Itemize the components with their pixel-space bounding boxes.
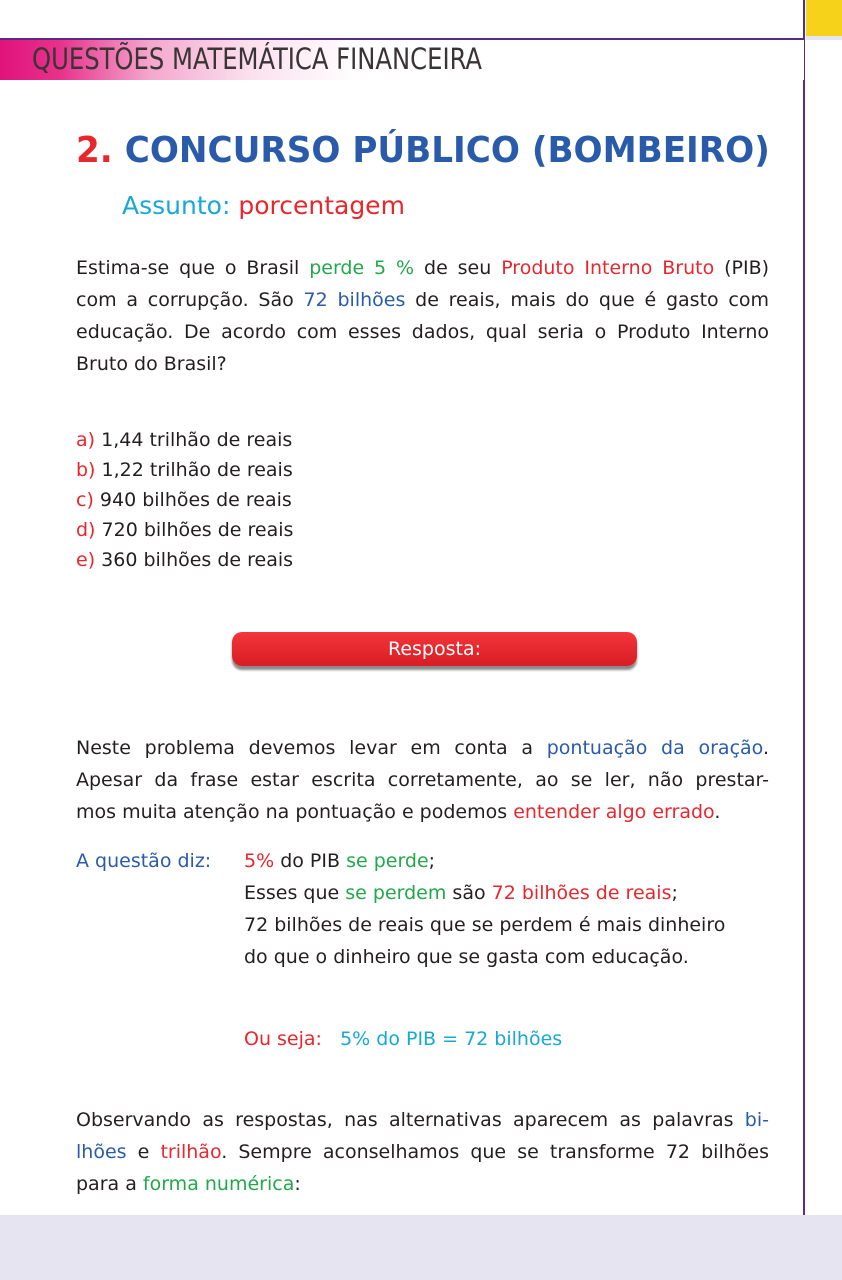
answer-options — [76, 425, 293, 575]
highlight-pontuacao: pontuação da oração — [546, 737, 763, 759]
observation-line: Observando as respostas, nas alternativas aparecem as palavras bi- — [76, 1109, 769, 1131]
statement-line: Estima-se que o Brasil perde 5 % de seu Produto Interno Bruto (PIB) — [76, 257, 770, 279]
corner-tab — [806, 0, 842, 36]
subject-label: Assunto: — [122, 191, 231, 220]
observation-line: para a forma numérica: — [76, 1173, 301, 1195]
option-a[interactable]: a) 1,44 trilhão de reais — [76, 429, 293, 451]
corner-tab-shadow — [806, 36, 842, 40]
section-title: QUESTÕES MATEMÁTICA FINANCEIRA — [32, 42, 482, 76]
answer-button[interactable]: Resposta: — [232, 632, 637, 666]
option-e[interactable]: e) 360 bilhões de reais — [76, 549, 294, 571]
statement-line: com a corrupção. São 72 bilhões de reais, mais do que é gasto com — [76, 289, 769, 311]
analysis-line: 72 bilhões de reais que se perdem é mais dinheiro — [244, 914, 726, 936]
highlight-entender-errado: entender algo errado — [513, 801, 715, 823]
question-title — [76, 130, 770, 171]
observation-line: lhões e trilhão. Sempre aconselhamos que se transforme 72 bilhões — [76, 1141, 769, 1163]
summary-line — [244, 1028, 562, 1050]
option-d[interactable]: d) 720 bilhões de reais — [76, 519, 294, 541]
option-b[interactable]: b) 1,22 trilhão de reais — [76, 459, 293, 481]
highlight-pib: Produto Interno Bruto — [501, 257, 715, 279]
footer-band — [0, 1215, 842, 1280]
observation-paragraph — [76, 1104, 769, 1200]
subject-line — [122, 191, 405, 220]
question-title-text: CONCURSO PÚBLICO (BOMBEIRO) — [124, 130, 770, 171]
explanation-paragraph — [76, 732, 769, 828]
highlight-perde: perde 5 % — [309, 257, 415, 279]
analysis-line: 5% do PIB se perde; — [244, 850, 436, 872]
analysis-line: do que o dinheiro que se gasta com educação. — [244, 946, 689, 968]
highlight-72-bilhoes: 72 bilhões — [303, 289, 406, 311]
explanation-line: Neste problema devemos levar em conta a pontuação da oração. — [76, 737, 769, 759]
option-c[interactable]: c) 940 bilhões de reais — [76, 489, 292, 511]
problem-statement — [76, 252, 769, 380]
right-margin-rule — [803, 0, 805, 1280]
statement-line: Bruto do Brasil? — [76, 353, 227, 375]
statement-line: educação. De acordo com esses dados, qual seria o Produto Interno — [76, 321, 769, 343]
summary-equation: 5% do PIB = 72 bilhões — [340, 1028, 563, 1050]
question-number: 2. — [76, 130, 113, 171]
analysis-label: A questão diz: — [76, 850, 212, 872]
summary-label: Ou seja: — [244, 1028, 322, 1050]
subject-value: porcentagem — [238, 191, 405, 220]
analysis-line: Esses que se perdem são 72 bilhões de reais; — [244, 882, 678, 904]
explanation-line: mos muita atenção na pontuação e podemos entender algo errado. — [76, 801, 721, 823]
explanation-line: Apesar da frase estar escrita corretamente, ao se ler, não prestar- — [76, 769, 769, 791]
